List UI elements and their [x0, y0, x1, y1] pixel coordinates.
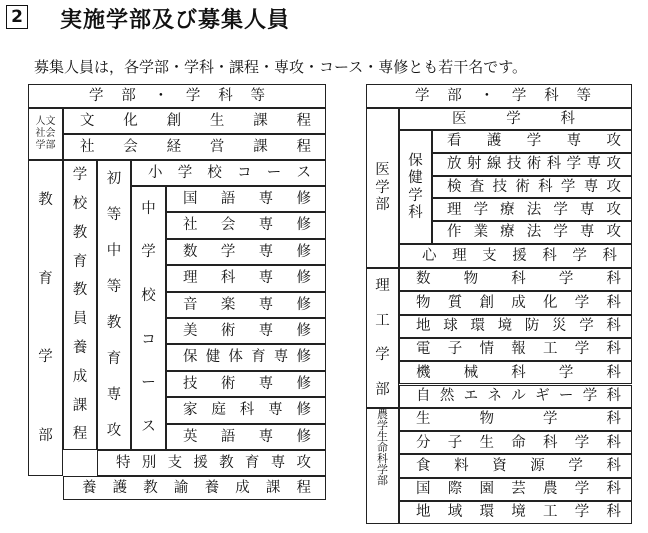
program-shakai-keiei: 社 会 経 営 課 程 — [63, 134, 326, 160]
course-elementary: 小 学 校 コ ー ス — [131, 160, 326, 186]
junior-high-subject: 美 術 専 修 — [166, 318, 326, 344]
program-yogo-teacher: 養 護 教 諭 養 成 課 程 — [63, 476, 326, 500]
junior-high-subject: 国 語 専 修 — [166, 186, 326, 212]
junior-high-subject: 社 会 専 修 — [166, 212, 326, 238]
section-number-box: 2 — [6, 5, 28, 29]
agri-dept: 分 子 生 命 科 学 科 — [399, 431, 632, 454]
faculty-label-humanities: 人文社会学部 — [28, 108, 63, 160]
junior-high-subject: 数 学 専 修 — [166, 239, 326, 265]
agri-dept: 生 物 学 科 — [399, 408, 632, 431]
junior-high-subject: 音 楽 専 修 — [166, 292, 326, 318]
science-dept: 自 然 エ ネ ル ギ ー 学 科 — [399, 385, 632, 408]
health-major: 作 業 療 法 学 専 攻 — [432, 221, 632, 244]
science-dept: 地 球 環 境 防 災 学 科 — [399, 315, 632, 338]
agri-dept: 食 料 資 源 学 科 — [399, 454, 632, 477]
science-dept: 数 物 科 学 科 — [399, 268, 632, 291]
faculty-label-agriculture: 農 学 生 命 科 学 部 — [366, 408, 399, 524]
program-teacher-training-label: 学 校 教 育 教 員 養 成 課 程 — [63, 160, 97, 450]
science-dept: 電 子 情 報 工 学 科 — [399, 338, 632, 361]
dept-medicine: 医 学 科 — [399, 108, 632, 130]
health-major: 看 護 学 専 攻 — [432, 130, 632, 153]
faculty-label-medicine: 医 学 部 — [366, 108, 399, 268]
major-elementary-secondary-label: 初 等 中 等 教 育 専 攻 — [97, 160, 131, 450]
faculty-label-science: 理 工 学 部 — [366, 268, 399, 408]
program-bunka-sosei: 文 化 創 生 課 程 — [63, 108, 326, 134]
dept-health-label: 保 健 学 科 — [399, 130, 432, 244]
course-junior-high-label: 中 学 校 コ ー ス — [131, 186, 166, 450]
junior-high-subject: 技 術 専 修 — [166, 371, 326, 397]
dept-psychology: 心 理 支 援 科 学 科 — [399, 244, 632, 268]
major-special-support: 特 別 支 援 教 育 専 攻 — [97, 450, 326, 476]
health-major: 理 学 療 法 学 専 攻 — [432, 198, 632, 221]
science-dept: 物 質 創 成 化 学 科 — [399, 291, 632, 314]
health-major: 検 査 技 術 科 学 専 攻 — [432, 176, 632, 199]
junior-high-subject: 理 科 専 修 — [166, 265, 326, 291]
agri-dept: 地 域 環 境 工 学 科 — [399, 501, 632, 524]
section-title: 実施学部及び募集人員 — [60, 8, 291, 33]
junior-high-subject: 英 語 専 修 — [166, 424, 326, 450]
faculty-label-education: 教 育 学 部 — [28, 160, 63, 476]
right-table-header: 学 部 ・ 学 科 等 — [366, 84, 632, 108]
junior-high-subject: 家 庭 科 専 修 — [166, 397, 326, 423]
science-dept: 機 械 科 学 科 — [399, 361, 632, 384]
health-major: 放 射 線 技 術 科 学 専 攻 — [432, 153, 632, 176]
left-table-header: 学 部 ・ 学 科 等 — [28, 84, 326, 108]
agri-dept: 国 際 園 芸 農 学 科 — [399, 478, 632, 501]
junior-high-subject: 保 健 体 育 専 修 — [166, 344, 326, 370]
intro-text: 募集人員は，各学部・学科・課程・専攻・コース・専修とも若干名です。 — [34, 58, 528, 76]
